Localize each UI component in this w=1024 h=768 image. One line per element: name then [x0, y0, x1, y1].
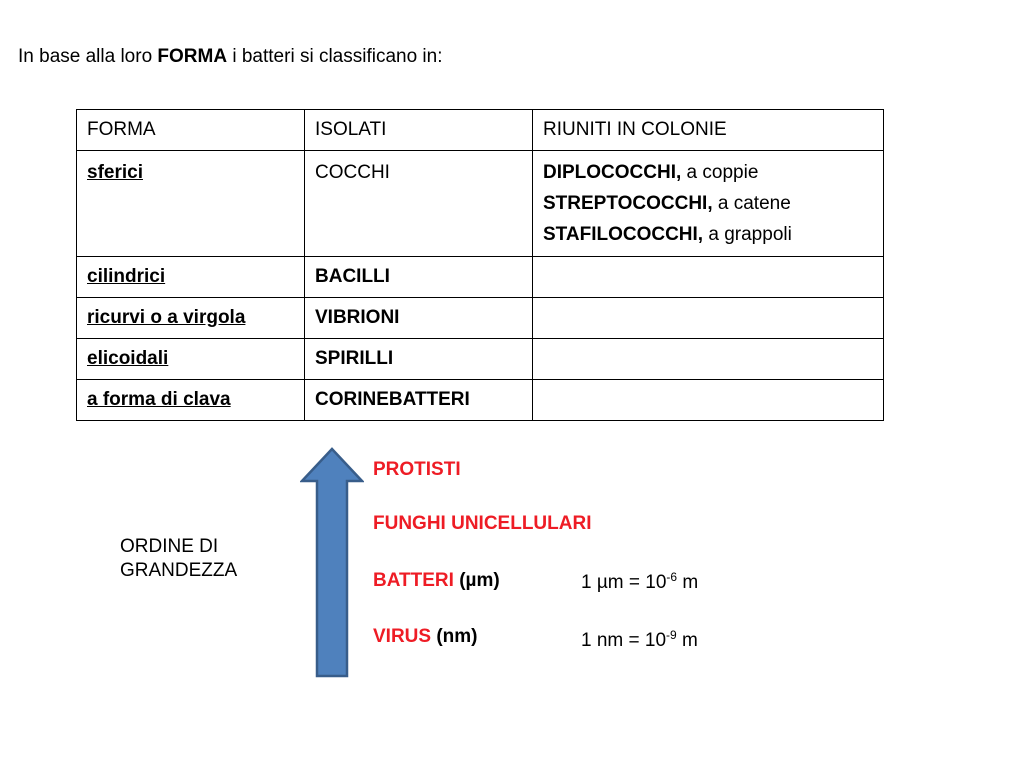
intro-text — [18, 45, 443, 69]
table-header-row — [77, 110, 884, 151]
intro-after: i batteri si classificano in: — [227, 46, 443, 67]
up-arrow-icon — [300, 447, 364, 679]
isolati-cell: CORINEBATTERI — [305, 380, 533, 421]
forma-cell: cilindrici — [87, 266, 166, 287]
table-row — [77, 298, 884, 339]
nanometer-formula: 1 nm = $10^{-9}$ m — [581, 628, 698, 651]
forma-cell: ricurvi o a virgola — [87, 307, 246, 328]
intro-keyword: FORMA — [157, 46, 228, 67]
table-row — [77, 151, 884, 257]
colonie-cell — [533, 298, 884, 339]
colonie-line: STREPTOCOCCHI, a catene — [543, 193, 791, 214]
forma-cell: a forma di clava — [87, 389, 231, 410]
isolati-cell: VIBRIONI — [305, 298, 533, 339]
colonie-cell — [533, 380, 884, 421]
isolati-cell: SPIRILLI — [305, 339, 533, 380]
isolati-cell: COCCHI — [305, 151, 533, 257]
header-isolati: ISOLATI — [305, 110, 533, 151]
table-row — [77, 380, 884, 421]
bacteria-shape-table — [76, 109, 884, 421]
protisti-label: PROTISTI — [373, 459, 461, 480]
table-row — [77, 339, 884, 380]
colonie-cell — [533, 151, 884, 257]
forma-cell: sferici — [87, 162, 143, 183]
colonie-cell — [533, 257, 884, 298]
funghi-label: FUNGHI UNICELLULARI — [373, 513, 592, 534]
forma-cell: elicoidali — [87, 348, 169, 369]
colonie-line: STAFILOCOCCHI, a grappoli — [543, 224, 792, 245]
header-forma: FORMA — [77, 110, 305, 151]
colonie-cell — [533, 339, 884, 380]
isolati-cell: BACILLI — [305, 257, 533, 298]
table-row — [77, 257, 884, 298]
batteri-label: BATTERI (µm) — [373, 570, 500, 591]
colonie-line: DIPLOCOCCHI, a coppie — [543, 162, 759, 183]
micrometer-formula: 1 $\mu m = 10^{-6}$ m — [581, 570, 699, 593]
header-colonie: RIUNITI IN COLONIE — [533, 110, 884, 151]
virus-label: VIRUS (nm) — [373, 626, 478, 647]
intro-before: In base alla loro — [18, 46, 158, 67]
order-of-magnitude-label: ORDINE DI GRANDEZZA — [120, 536, 238, 581]
